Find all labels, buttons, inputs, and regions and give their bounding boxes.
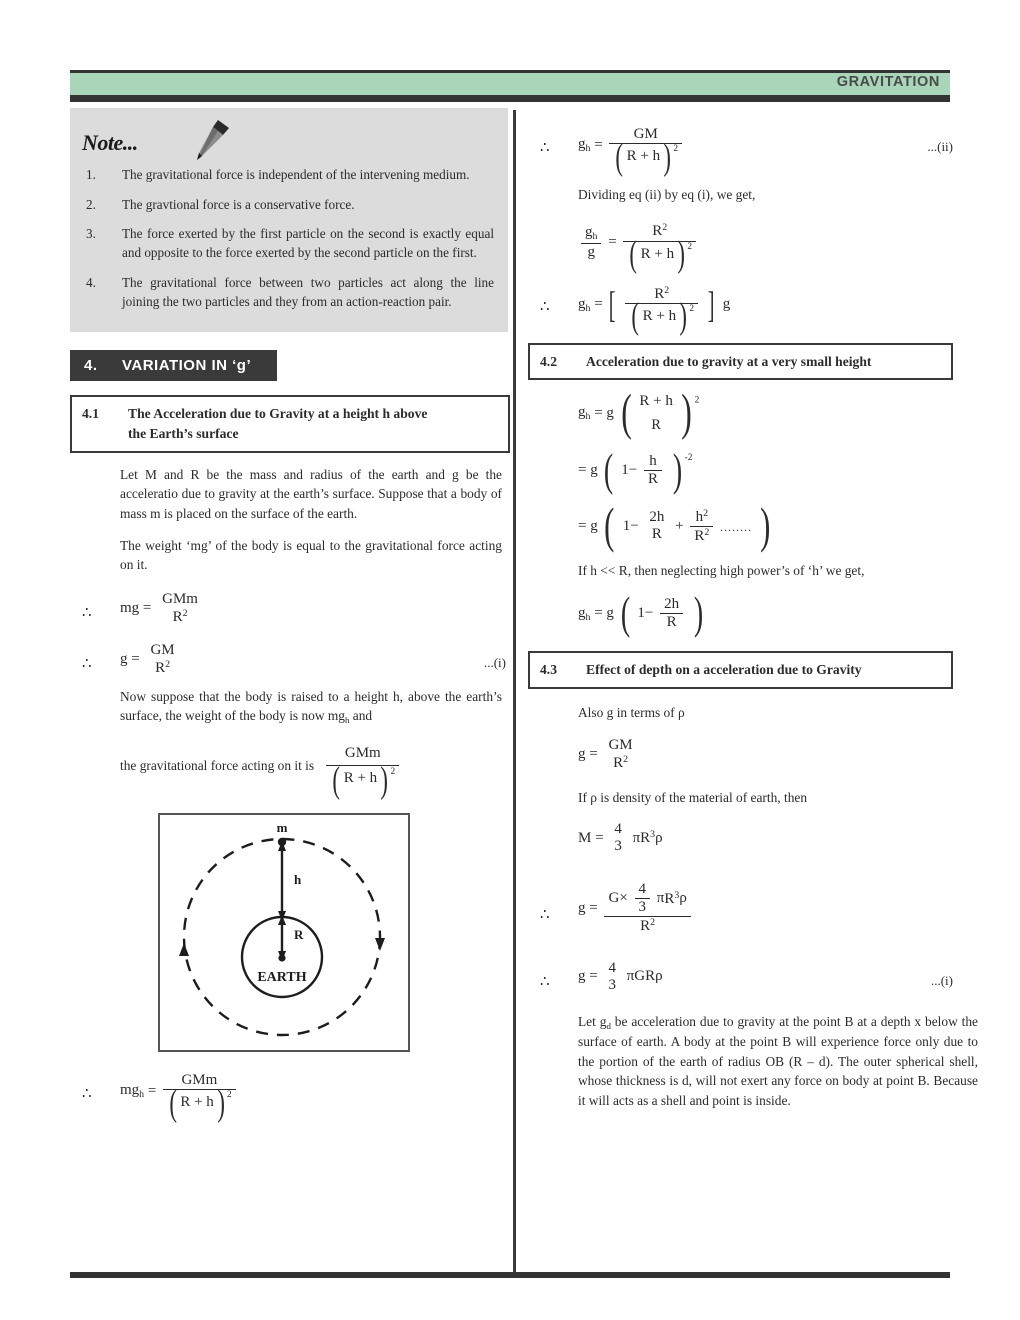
therefore-symbol: ∴ <box>82 655 92 672</box>
equals-sign: = <box>578 461 587 478</box>
page-title: GRAVITATION <box>836 74 940 90</box>
variable-G: G <box>608 890 620 907</box>
label-m: m <box>276 819 288 835</box>
section-title: VARIATION IN ‘g’ <box>122 357 252 375</box>
inline-fraction-GMm-over-Rplush2 <box>323 743 402 800</box>
exponent: 2 <box>687 241 693 252</box>
ellipsis: ........ <box>720 520 753 535</box>
equation-gh-g-1-minus-2h-over-R <box>528 588 953 639</box>
denominator: ( R + h) $^2$ <box>625 303 698 325</box>
header-bottom-rule <box>70 95 950 102</box>
equals-sign: = <box>594 296 603 313</box>
rho-symbol: ρ <box>655 968 663 985</box>
constant-one: 1 <box>621 461 629 478</box>
equation-g-1-minus-h-over-R-pow-minus2 <box>528 444 953 495</box>
numerator: GMm <box>344 745 381 762</box>
equation-g-4-3-piGRrho <box>528 960 953 994</box>
constant-one: 1 <box>622 517 631 534</box>
equation-M-mass-density <box>528 821 953 855</box>
paragraph-4-1-1: Let M and R be the mass and radius of the earth and g be the acceleratio due to gravity at the earth’s surface. Suppose that a body of mass m is placed on the surface of the earth. <box>120 466 502 521</box>
subsection-title-line2: the Earth’s surface <box>128 426 239 442</box>
numerator: G× $\frac{4}{3}$ $\pi R^3\rho$ <box>608 881 687 916</box>
equation-tag-i: ...(i) <box>483 654 506 670</box>
denominator: $R^2$ <box>155 658 171 676</box>
exponent: 2 <box>623 753 629 765</box>
list-item-number: 3. <box>86 226 96 242</box>
numerator: 4 <box>638 881 647 898</box>
numerator: GMm <box>181 1071 218 1088</box>
exponent: 2 <box>664 284 670 296</box>
exponent: 2 <box>694 395 700 406</box>
section-number: 4. <box>84 357 98 375</box>
numerator: $R^2$ <box>654 284 670 302</box>
list-item-text: The force exerted by the first particle on the second is exactly equal and opposite to the force exerted by the second particle on the first. <box>122 226 494 261</box>
equation-body: M = 4 3 $\pi R^3\rho$ <box>578 821 663 855</box>
therefore-symbol: ∴ <box>540 973 550 990</box>
subsection-number: 4.2 <box>540 353 557 369</box>
subsection-heading-4-2 <box>528 343 953 381</box>
list-item <box>70 166 494 185</box>
paren-group: ( R + h R ) <box>620 384 692 441</box>
paragraph-dividing: Dividing eq (ii) by eq (i), we get, <box>578 186 756 202</box>
denominator: ( R + h) $^2$ <box>623 241 696 263</box>
numerator: $h^2$ <box>695 507 709 525</box>
denominator: $R^2$ <box>690 526 713 545</box>
denominator: 3 <box>614 838 622 855</box>
subscript-h: h <box>345 715 350 726</box>
inner-expression: R + h <box>640 245 675 262</box>
paragraph-4-1-3 <box>120 687 502 727</box>
column-divider <box>513 110 516 1275</box>
denominator: R <box>651 417 661 434</box>
paren-group: ( 1− $\frac{h}{R}$ ) <box>604 444 682 495</box>
inner-expression: R + h <box>180 1093 214 1110</box>
therefore-symbol: ∴ <box>540 907 550 924</box>
list-item <box>70 196 494 215</box>
paragraph-4-3-1: Also g in terms of ρ <box>578 705 685 721</box>
equation-gh-over-g <box>528 222 953 275</box>
exponent: 2 <box>689 303 695 314</box>
denominator: R <box>651 526 662 543</box>
equation-mg-GMm-R2 <box>70 591 510 626</box>
numerator: 4 <box>614 821 622 838</box>
equation-body <box>578 737 640 772</box>
exponent: 2 <box>673 144 679 154</box>
equation-body <box>578 222 699 275</box>
subscript-h: h <box>585 143 591 155</box>
subscript-h: h <box>585 411 591 423</box>
denominator: g <box>581 243 601 261</box>
left-column <box>70 108 510 1123</box>
equation-body: $g_h$ = [ $\frac{R^2}{( R + h) ^2}$ ] g <box>578 283 731 337</box>
equation-body <box>578 497 773 553</box>
therefore-symbol: ∴ <box>540 140 550 156</box>
header-band <box>70 73 950 95</box>
list-item-text: The gravtional force is a conservative force. <box>122 196 355 212</box>
equation-g-GM-R2-repeat <box>528 737 953 772</box>
fraction-GM-over-Rplush2 <box>609 126 682 177</box>
subscript-h: h <box>585 611 591 623</box>
numerator: 4 <box>608 959 616 976</box>
equals-sign: = <box>608 234 617 251</box>
denominator: $R^2$ <box>613 753 629 771</box>
paren-group: ( 1− 2h R + $\frac{h^2}{R^2}$ ........ ) <box>604 497 771 553</box>
exponent: -2 <box>684 452 693 463</box>
paragraph-4-3-2: If ρ is density of the material of earth, then <box>578 789 808 805</box>
exponent: 2 <box>182 607 188 619</box>
equation-gh-GM-Rplush2 <box>528 126 953 177</box>
numerator: 2h <box>664 596 680 613</box>
inner-expression: R + h <box>343 770 378 787</box>
numerator: GM <box>608 736 633 753</box>
exponent: 2 <box>662 222 668 234</box>
paragraph-text-cont: and <box>349 708 373 724</box>
equals-sign: = <box>594 136 603 153</box>
paren-group: ( 1− $\frac{2h}{R}$ ) <box>620 588 704 639</box>
variable-g: g <box>722 296 731 313</box>
list-item-number: 2. <box>86 196 96 212</box>
variable-g: g <box>578 968 586 985</box>
equals-sign: = <box>589 899 598 916</box>
equation-body <box>578 881 694 935</box>
numerator: $g_h$ <box>585 224 598 243</box>
variable-g: g <box>606 404 614 421</box>
exponent: 2 <box>165 658 171 670</box>
paragraph-text: the gravitational force acting on it is <box>120 758 315 774</box>
orbit-arrow-right <box>375 938 385 951</box>
times-sign: × <box>619 890 628 907</box>
fraction-R2-over-Rplush2 <box>623 222 696 275</box>
note-label: Note... <box>82 130 138 155</box>
variable-M: M <box>578 829 592 846</box>
paragraph-4-3-3 <box>578 1012 978 1111</box>
rho-symbol: ρ <box>679 890 687 907</box>
exponent: 2 <box>227 1089 232 1100</box>
list-item-number: 4. <box>86 274 96 290</box>
denominator: ( R + h) $^2$ <box>326 765 399 791</box>
note-header <box>70 114 508 166</box>
orbit-arrow-left <box>179 943 189 956</box>
pi-symbol: π <box>632 829 641 846</box>
paragraph-text: Now suppose that the body is raised to a height h, above the earth’s surface, the weight of the body is now mg <box>120 688 502 724</box>
bracket-group: [ $\frac{R^2}{( R + h) ^2}$ ] <box>609 283 715 337</box>
fraction-4-over-3 <box>635 881 651 916</box>
equation-body: mg = GMm $R^2$ <box>120 591 205 626</box>
fraction-GMm-over-R2 <box>158 591 202 626</box>
subsection-heading-4-1 <box>70 395 510 452</box>
equation-body: $g_h$ = $\frac{GM}{( R + h) ^2}$ <box>578 126 685 165</box>
constant-one: 1 <box>637 605 645 622</box>
numerator: 2h <box>649 509 665 526</box>
numerator: GM <box>633 126 658 142</box>
subsection-title: Effect of depth on a acceleration due to Gravity <box>586 662 862 678</box>
denominator: 3 <box>635 898 651 916</box>
equals-sign: = <box>142 599 152 616</box>
list-item-text: The gravitational force between two particles act along the line joining the two particles and they from an action-reaction pair. <box>122 274 494 309</box>
subscript-d: d <box>606 1020 611 1031</box>
equation-g-substituted <box>528 881 953 935</box>
subscript-h: h <box>585 302 591 314</box>
earth-orbit-svg <box>160 815 404 1046</box>
fraction-bigexpr-over-R2 <box>604 881 690 935</box>
therefore-symbol: ∴ <box>540 298 550 315</box>
variable-g: g <box>578 899 586 916</box>
stack-Rplush-over-R <box>639 394 672 432</box>
numerator: GMm <box>162 590 198 607</box>
denominator: $R^2$ <box>172 607 188 625</box>
exponent: 3 <box>674 889 680 901</box>
subsection-number: 4.1 <box>82 406 99 422</box>
numerator: R + h <box>639 393 673 410</box>
inner-expression: R + h <box>642 307 677 324</box>
subsection-number: 4.3 <box>540 662 557 678</box>
paragraph-4-2-note: If h << R, then neglecting high power’s of ‘h’ we get, <box>578 562 865 578</box>
denominator: R <box>660 613 683 631</box>
numerator: h <box>649 452 657 469</box>
label-h: h <box>294 871 302 887</box>
therefore-symbol: ∴ <box>82 604 92 621</box>
paragraph-text-pre: Let g <box>578 1013 607 1029</box>
list-item <box>70 225 494 262</box>
fraction-GM-over-R2 <box>146 642 178 677</box>
pi-symbol: π <box>656 890 665 907</box>
equation-body: g = 4 3 πGRρ <box>578 959 663 993</box>
note-list <box>70 166 508 311</box>
equals-sign: = <box>589 745 598 762</box>
equals-sign: = <box>595 829 604 846</box>
equals-sign: = <box>594 605 603 622</box>
list-item <box>70 274 494 311</box>
earth-orbit-diagram <box>158 813 410 1052</box>
fraction-2h-over-R <box>660 596 683 631</box>
denominator: $R^2$ <box>604 916 690 935</box>
equation-g-series-expansion <box>528 497 953 553</box>
equals-sign: = <box>131 650 140 667</box>
footer-rule <box>70 1272 950 1278</box>
equation-gh-bracket-g <box>528 283 953 337</box>
equals-sign: = <box>594 404 603 421</box>
paragraph-4-1-2: The weight ‘mg’ of the body is equal to the gravitational force acting on it. <box>120 537 502 573</box>
subsection-title-line1: The Acceleration due to Gravity at a height h above <box>128 406 428 422</box>
subscript-h: h <box>139 1089 145 1101</box>
earth-center-point <box>278 954 285 961</box>
numerator: GM <box>150 641 175 658</box>
list-item-text: The gravitational force is independent of the intervening medium. <box>122 167 470 182</box>
fraction-h2-over-R2 <box>690 508 713 545</box>
variable-g: g <box>606 605 614 622</box>
denominator: ( R + h) $^2$ <box>163 1089 236 1111</box>
denominator: R <box>644 470 662 488</box>
variable-g: g <box>590 461 598 478</box>
equation-body <box>120 642 182 677</box>
subsection-title <box>128 404 500 443</box>
exponent: 2 <box>704 526 710 538</box>
equals-sign: = <box>147 1082 157 1099</box>
list-item-number: 1. <box>86 167 96 182</box>
inner-expression: R + h <box>626 147 661 164</box>
variable-g: g <box>578 745 586 762</box>
denominator: ( R + h) $^2$ <box>609 143 682 165</box>
note-callout <box>70 108 508 332</box>
equals-sign: = <box>578 517 587 534</box>
variable-g: g <box>120 650 128 667</box>
label-earth: EARTH <box>257 969 307 985</box>
fraction-R2-over-Rplush2 <box>625 284 698 337</box>
equation-body <box>578 444 693 495</box>
paragraph-4-1-4 <box>120 743 502 800</box>
denominator: 3 <box>608 976 616 993</box>
equation-body: $g_h = g$ ( R + h R ) $^2$ <box>578 384 700 441</box>
subsection-heading-4-3 <box>528 651 953 689</box>
equation-mgh-GMm-Rplush2 <box>70 1071 510 1123</box>
fraction-h-over-R <box>644 453 662 488</box>
stack-4-over-3 <box>604 960 620 994</box>
rho-symbol: ρ <box>655 829 663 846</box>
right-column <box>528 108 979 1111</box>
exponent: 2 <box>650 917 656 929</box>
equals-sign: = <box>589 968 598 985</box>
equation-body: $mg_h$ = $\frac{\text{GMm}}{( R + h) ^2}$ <box>120 1072 239 1111</box>
variable-g: g <box>590 517 598 534</box>
paragraph-text-post: be acceleration due to gravity at the point B at a depth x below the surface of earth. A body at the point B will experience force only due to the portion of the earth of radius OB (R – d). The outer spherical shell, whose thickness is d, will not exert any force on body at point B. Because it will acts as a shell and point is inside. <box>578 1013 979 1108</box>
fraction-gh-over-g <box>581 224 601 260</box>
fountain-pen-icon <box>185 116 233 164</box>
exponent: 3 <box>650 829 656 841</box>
exponent: 2 <box>703 507 709 519</box>
stack-2h-over-R <box>645 509 668 543</box>
numerator: $R^2$ <box>652 222 668 240</box>
equation-g-GM-R2 <box>70 642 510 677</box>
equation-tag-i: ...(i) <box>930 972 953 988</box>
label-R: R <box>294 926 304 942</box>
subsection-title: Acceleration due to gravity at a very small height <box>586 353 872 369</box>
equation-body: $g_h = g$ ( 1− $\frac{2h}{R}$ ) <box>578 596 706 631</box>
therefore-symbol: ∴ <box>82 1085 92 1102</box>
equation-gh-g-Rplush-over-R-squared <box>528 384 953 441</box>
exponent: 2 <box>390 767 396 778</box>
fraction-GM-over-R2 <box>604 737 636 772</box>
pi-symbol: π <box>626 968 635 985</box>
stack-4-over-3 <box>610 821 626 855</box>
subscript-h: h <box>592 231 598 243</box>
section-heading-4 <box>70 350 277 381</box>
equation-tag-ii: ...(ii) <box>927 139 953 154</box>
